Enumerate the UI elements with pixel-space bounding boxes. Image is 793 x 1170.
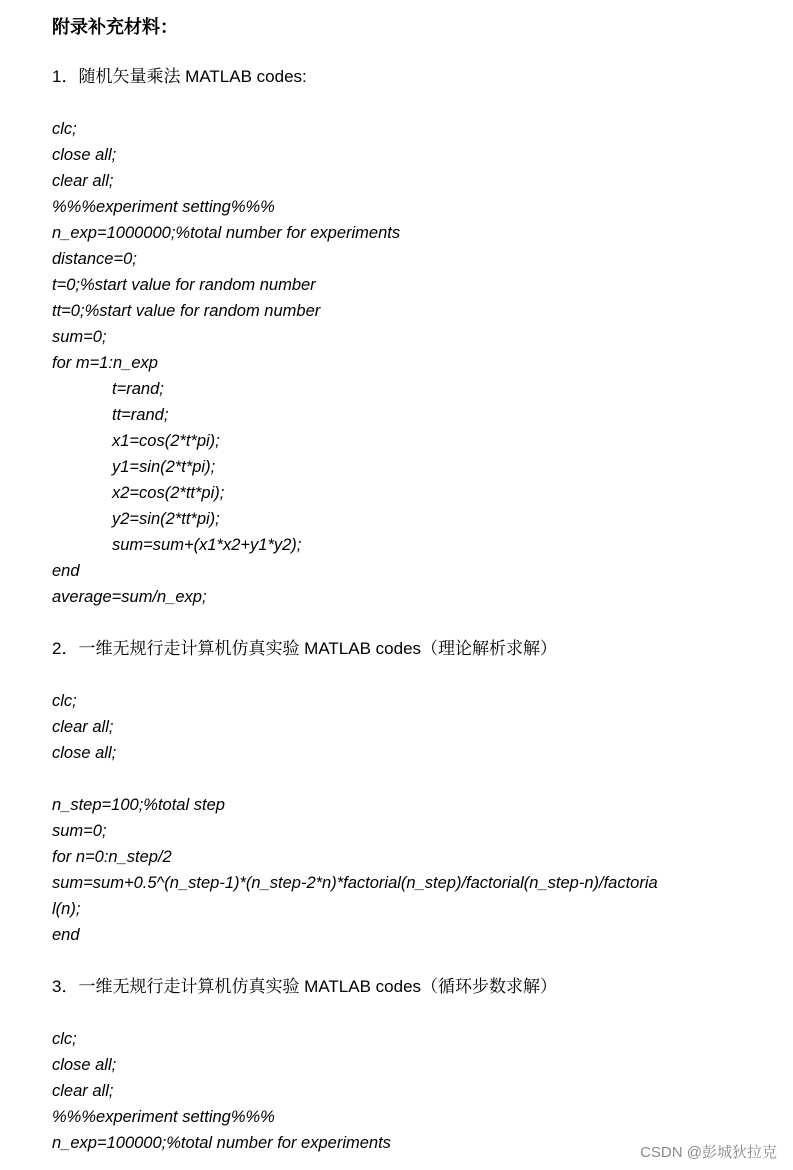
section-2-heading: 2．一维无规行走计算机仿真实验 MATLAB codes（理论解析求解）	[52, 639, 558, 658]
section-2-code-block	[52, 688, 772, 948]
code-line: clear all;	[52, 1082, 114, 1100]
code-line: l(n);	[52, 900, 81, 918]
code-line: clear all;	[52, 172, 114, 190]
csdn-watermark: CSDN @彭城狄拉克	[640, 1144, 777, 1161]
appendix-title: 附录补充材料：	[52, 17, 178, 37]
code-line: for n=0:n_step/2	[52, 848, 172, 866]
code-line: clc;	[52, 1030, 77, 1048]
section-1-heading: 1．随机矢量乘法 MATLAB codes:	[52, 67, 307, 86]
code-line: sum=sum+(x1*x2+y1*y2);	[112, 536, 302, 554]
code-line: close all;	[52, 1056, 117, 1074]
code-line: y1=sin(2*t*pi);	[112, 458, 216, 476]
code-line-blank	[52, 766, 772, 792]
code-line: y2=sin(2*tt*pi);	[112, 510, 220, 528]
code-line: distance=0;	[52, 250, 137, 268]
code-line: t=rand;	[112, 380, 164, 398]
code-line: end	[52, 562, 80, 580]
code-line: t=0;%start value for random number	[52, 276, 316, 294]
code-line: sum=0;	[52, 328, 107, 346]
code-line: end	[52, 926, 80, 944]
code-line: sum=0;	[52, 822, 107, 840]
code-line: close all;	[52, 744, 117, 762]
code-line: n_exp=1000000;%total number for experiments	[52, 224, 401, 242]
section-3-heading: 3．一维无规行走计算机仿真实验 MATLAB codes（循环步数求解）	[52, 977, 558, 996]
code-line: x1=cos(2*t*pi);	[112, 432, 220, 450]
section-3-code-block	[52, 1026, 772, 1156]
code-line: average=sum/n_exp;	[52, 588, 207, 606]
code-line: clear all;	[52, 718, 114, 736]
code-line: tt=rand;	[112, 406, 169, 424]
code-line: %%%experiment setting%%%	[52, 198, 275, 216]
code-line: x2=cos(2*tt*pi);	[112, 484, 225, 502]
code-line: n_step=100;%total step	[52, 796, 225, 814]
code-line: n_exp=100000;%total number for experiments	[52, 1134, 391, 1152]
code-line: clc;	[52, 692, 77, 710]
code-line: close all;	[52, 146, 117, 164]
code-line: clc;	[52, 120, 77, 138]
code-line: tt=0;%start value for random number	[52, 302, 321, 320]
code-line: %%%experiment setting%%%	[52, 1108, 275, 1126]
code-line: for m=1:n_exp	[52, 354, 158, 372]
code-line: sum=sum+0.5^(n_step-1)*(n_step-2*n)*factorial(n_step)/factorial(n_step-n)/factoria	[52, 874, 658, 892]
section-1-code-block	[52, 116, 772, 610]
